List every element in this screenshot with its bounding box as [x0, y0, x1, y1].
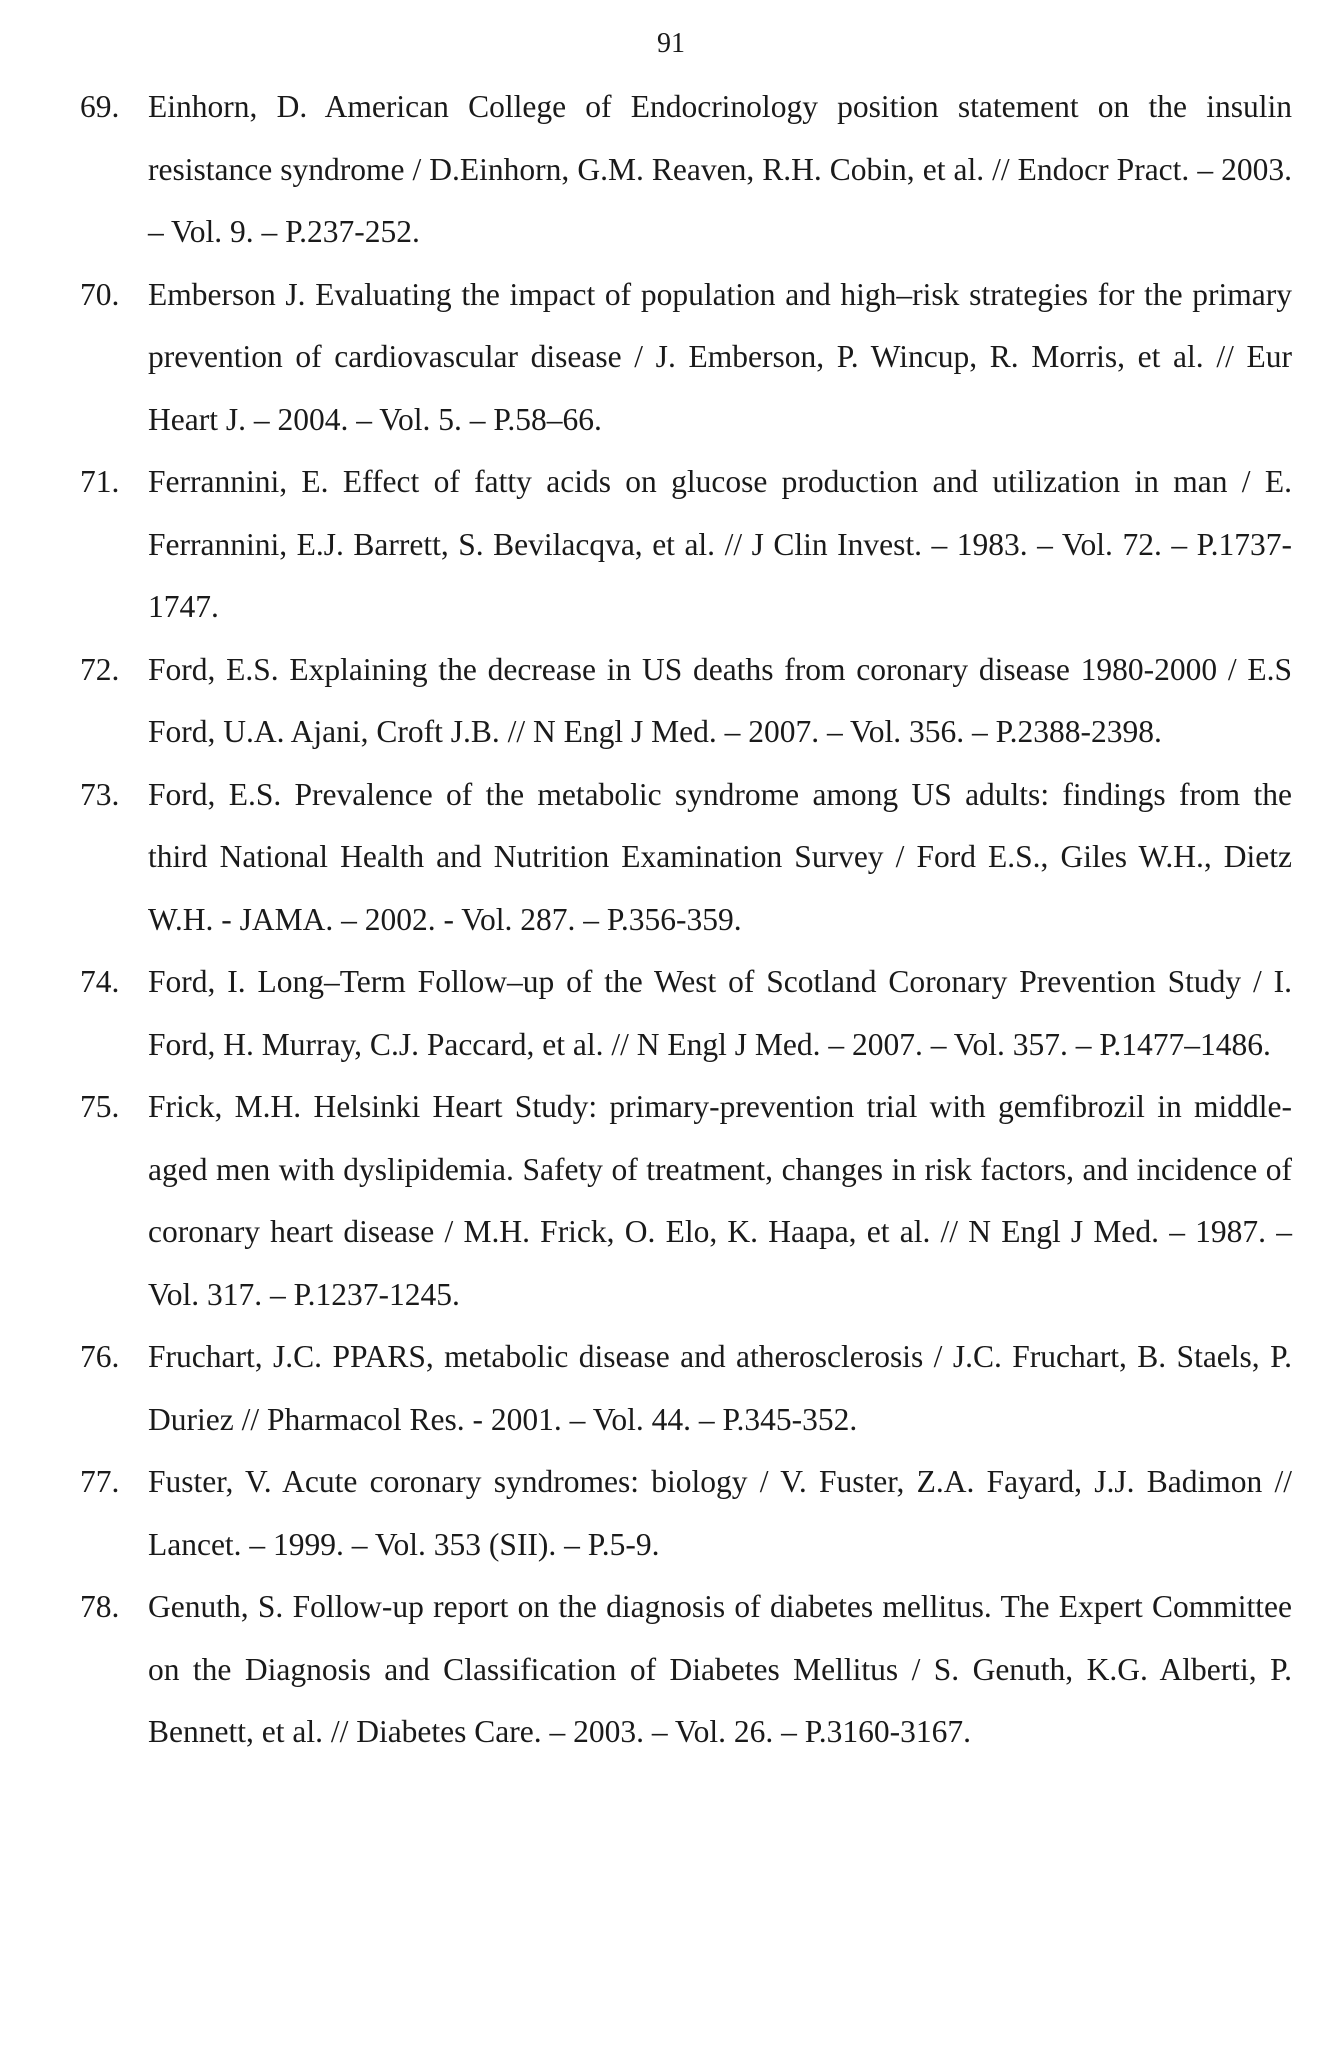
- reference-text: Emberson J. Evaluating the impact of population and high–risk strategies for the primary prevention of cardiovascular disease / J. Emberson, P. Wincup, R. Morris, et al. // Eur Heart J. – 2004. – Vol. 5. – P.58–66.: [148, 276, 1292, 437]
- reference-number: 72.: [80, 651, 120, 687]
- reference-number: 69.: [80, 89, 120, 124]
- reference-text: Fuster, V. Acute coronary syndromes: biology / V. Fuster, Z.A. Fayard, J.J. Badimon // Lancet. – 1999. – Vol. 353 (SII). – P.5-9.: [148, 1464, 1292, 1562]
- reference-text: Einhorn, D. American College of Endocrinology position statement on the insulin resistance syndrome / D.Einhorn, G.M. Reaven, R.H. Cobin, et al. // Endocr Pract. – 2003. – Vol. 9. – P.237-252.: [148, 89, 1292, 249]
- reference-item: [80, 1451, 1292, 1576]
- reference-item: [80, 451, 1292, 639]
- reference-text: Ferrannini, E. Effect of fatty acids on glucose production and utilization in man / E. Ferrannini, E.J. Barrett, S. Bevilacqva, et al. // J Clin Invest. – 1983. – Vol. 72. – P.1737-1747.: [148, 464, 1292, 624]
- reference-number: 70.: [80, 276, 120, 312]
- reference-number: 73.: [80, 776, 120, 812]
- reference-number: 76.: [80, 1339, 120, 1374]
- reference-item: [80, 264, 1292, 452]
- reference-number: 71.: [80, 464, 120, 499]
- reference-text: Ford, I. Long–Term Follow–up of the West of Scotland Coronary Prevention Study / I. Ford, H. Murray, C.J. Paccard, et al. // N Engl J Med. – 2007. – Vol. 357. – P.1477–1486.: [148, 964, 1292, 1062]
- reference-item: [80, 1576, 1292, 1764]
- reference-text: Fruchart, J.C. PPARS, metabolic disease and atherosclerosis / J.C. Fruchart, B. Staels, P. Duriez // Pharmacol Res. - 2001. – Vol. 44. – P.345-352.: [148, 1339, 1292, 1437]
- reference-text: Ford, E.S. Prevalence of the metabolic syndrome among US adults: findings from the third National Health and Nutrition Examination Survey / Ford E.S., Giles W.H., Dietz W.H. - JAMA. – 2002. - Vol. 287. – P.356-359.: [148, 776, 1292, 937]
- reference-item: [80, 764, 1292, 952]
- reference-number: 74.: [80, 964, 120, 999]
- reference-number: 75.: [80, 1089, 120, 1124]
- reference-number: 78.: [80, 1589, 120, 1624]
- reference-item: [80, 76, 1292, 264]
- reference-item: [80, 639, 1292, 764]
- reference-list: [80, 76, 1292, 1764]
- reference-number: 77.: [80, 1464, 120, 1499]
- reference-text: Genuth, S. Follow-up report on the diagnosis of diabetes mellitus. The Expert Committee on the Diagnosis and Classification of Diabetes Mellitus / S. Genuth, K.G. Alberti, P. Bennett, et al. // Diabetes Care. – 2003. – Vol. 26. – P.3160-3167.: [148, 1589, 1292, 1749]
- page-number: 91: [657, 28, 685, 59]
- reference-item: [80, 1076, 1292, 1326]
- reference-item: [80, 1326, 1292, 1451]
- reference-text: Ford, E.S. Explaining the decrease in US deaths from coronary disease 1980-2000 / E.S Ford, U.A. Ajani, Croft J.B. // N Engl J Med. – 2007. – Vol. 356. – P.2388-2398.: [148, 651, 1292, 749]
- reference-text: Frick, M.H. Helsinki Heart Study: primary-prevention trial with gemfibrozil in middle-aged men with dyslipidemia. Safety of treatment, changes in risk factors, and incidence of coronary heart disease / M.H. Frick, O. Elo, K. Haapa, et al. // N Engl J Med. – 1987. – Vol. 317. – P.1237-1245.: [148, 1089, 1292, 1312]
- reference-item: [80, 951, 1292, 1076]
